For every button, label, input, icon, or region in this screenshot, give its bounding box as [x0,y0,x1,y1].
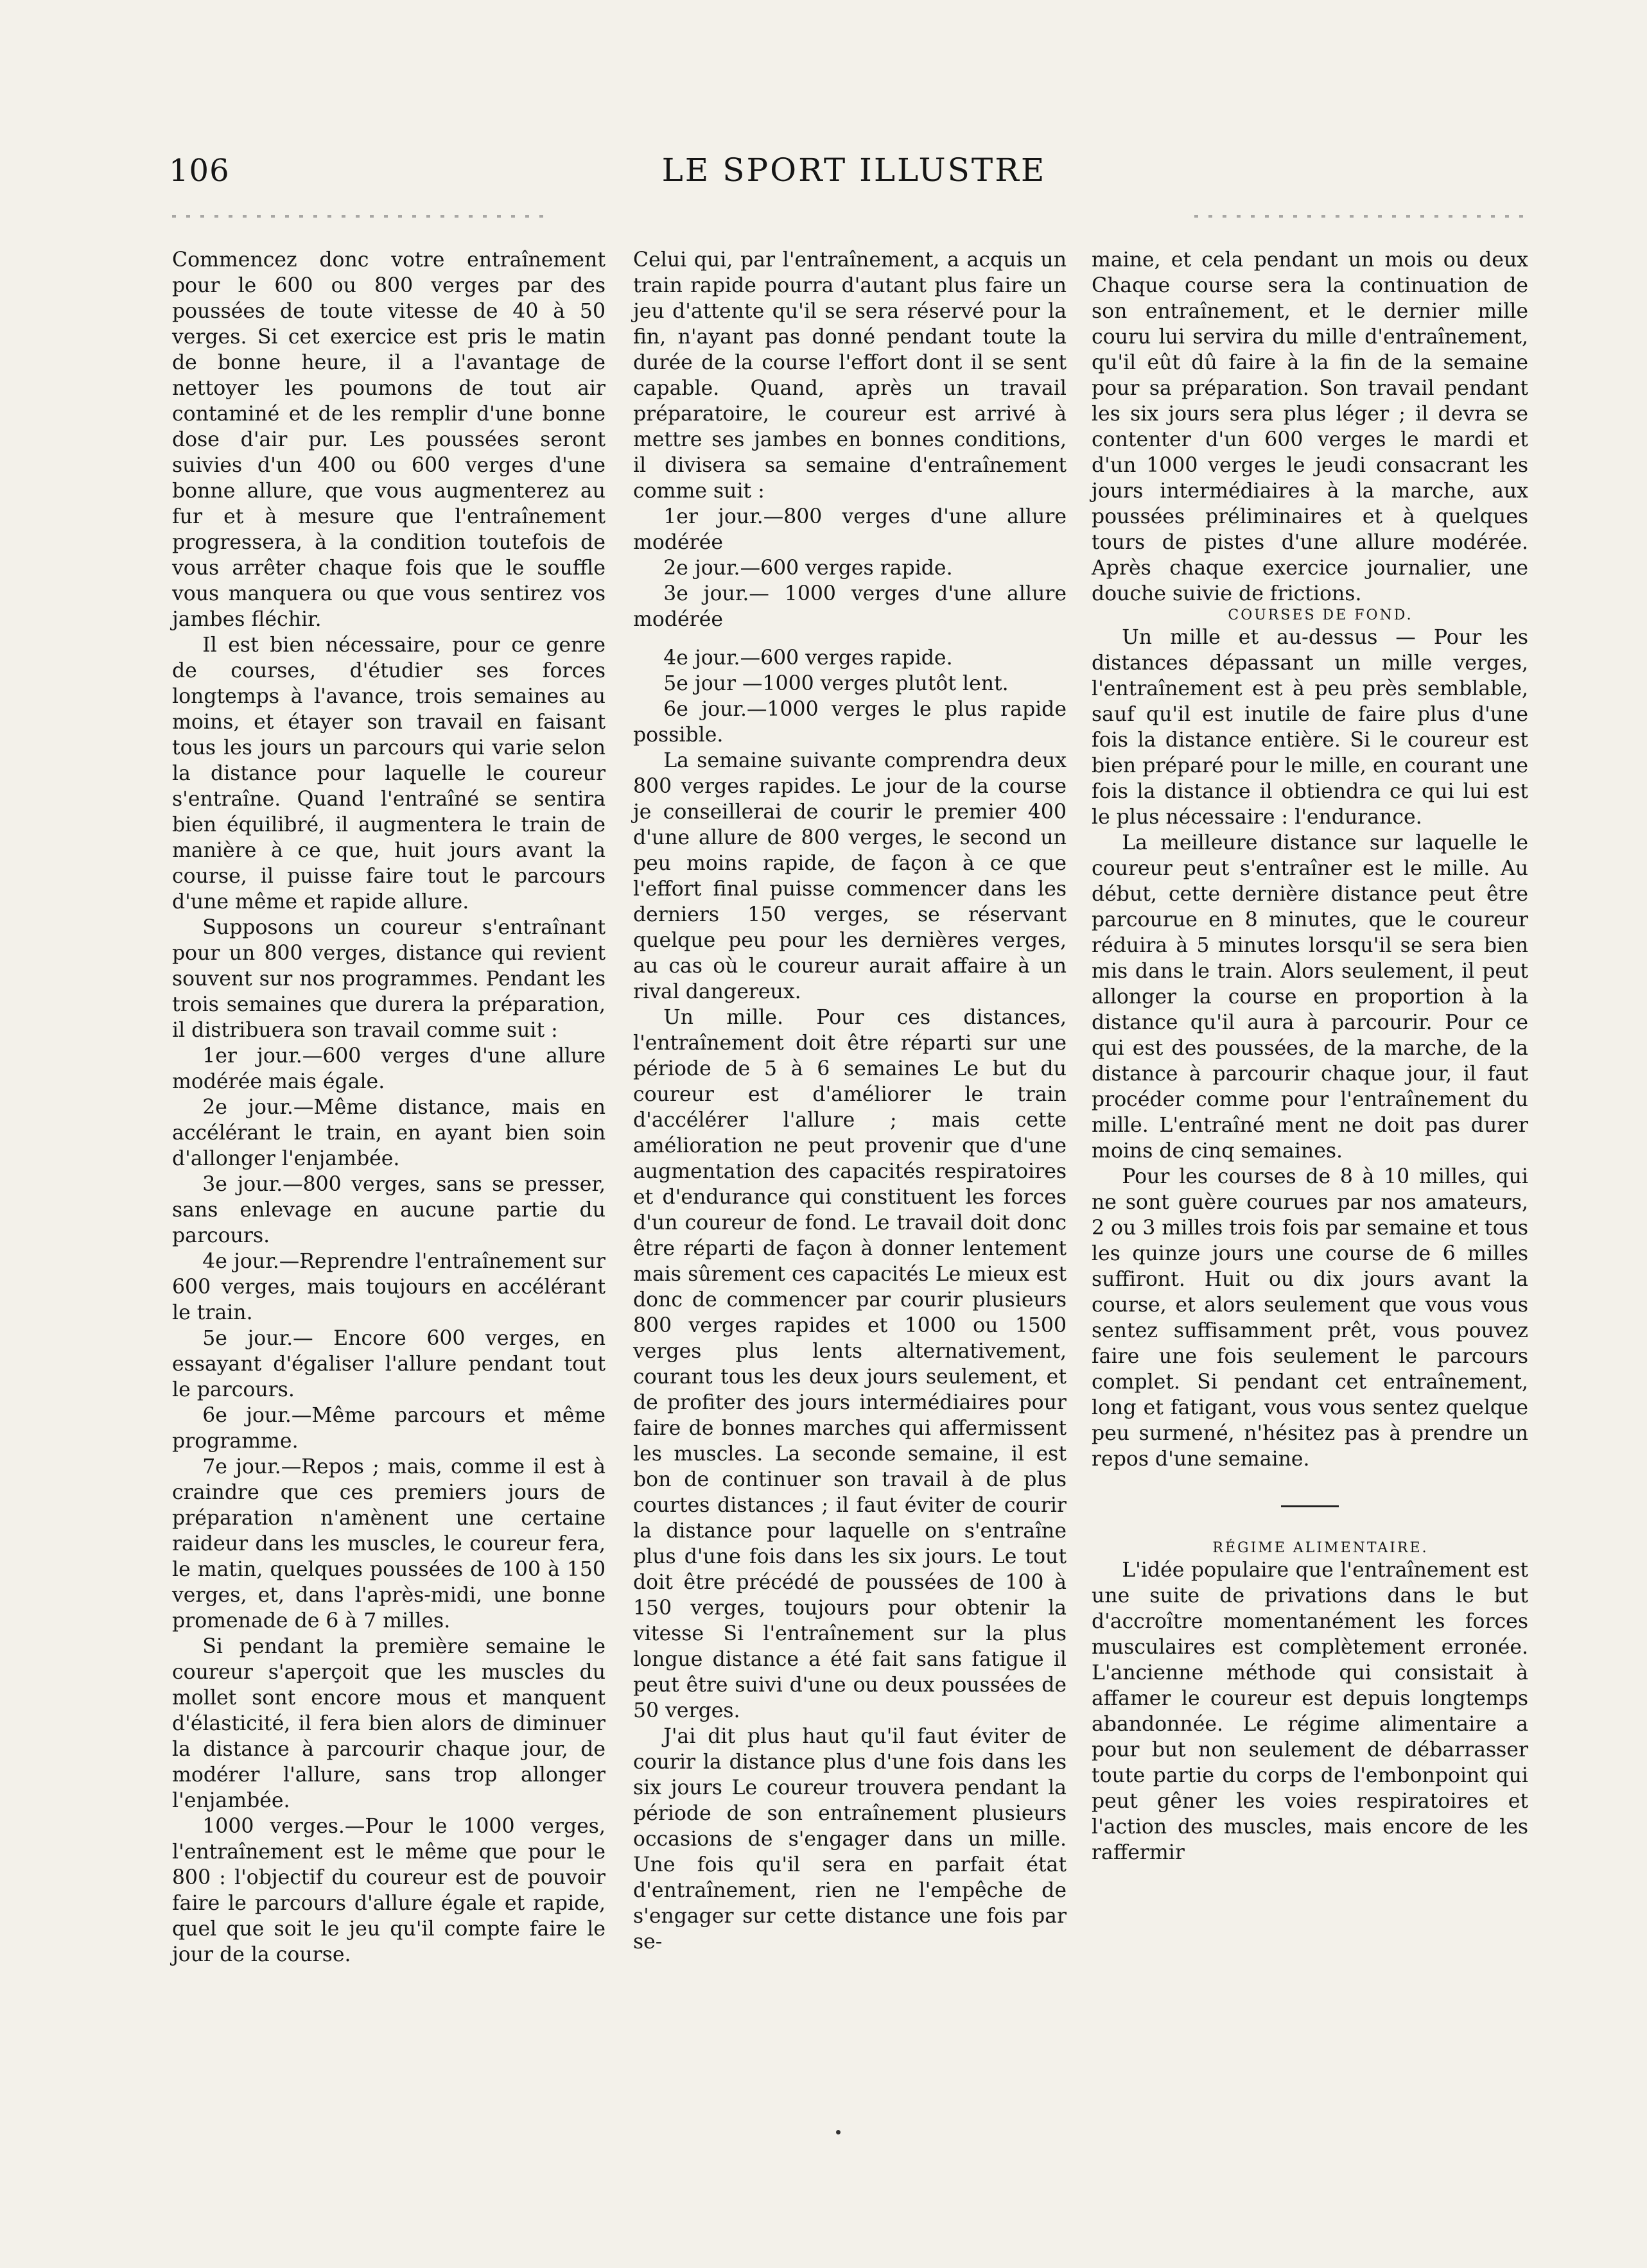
day-entry: 7e jour.—Repos ; mais, comme il est à craindre que ces premiers jours de préparation n'amènent une certaine raideur dans les muscles, le coureur fera, le matin, quelques poussées de 100 à 150 verges, et, dans l'après-midi, une bonne promenade de 6 à 7 milles. [172,1455,606,1632]
day-entry: 3e jour.—800 verges, sans se presser, sans enlevage en aucune partie du parcours. [172,1173,606,1247]
page-number: 106 [169,153,230,189]
day-entry: 3e jour.— 1000 verges d'une allure modérée [633,582,1067,631]
day-entry: 2e jour.—600 verges rapide. [663,557,953,580]
paragraph: Celui qui, par l'entraînement, a acquis un train rapide pourra d'autant plus faire un jeu d'attente qu'il se sera réservé pour la fin, n'ayant pas donné pendant toute la durée de la course l'effort dont il se sent capable. Quand, après un travail préparatoire, le coureur est arrivé à mettre ses jambes en bonnes conditions, il divisera sa semaine d'entraînement comme suit : [633,248,1067,503]
page-mark [836,2130,841,2134]
paragraph: 1000 verges.—Pour le 1000 verges, l'entraînement est le même que pour le 800 : l'objectif du coureur est de pouvoir faire le parcours d'allure égale et rapide, quel que soit le jeu qu'il compte faire le jour de la course. [172,1815,606,1966]
header-rule-right [1194,215,1528,218]
day-entry: 1er jour.—800 verges d'une allure modérée [633,505,1067,554]
paragraph: Commencez donc votre entraînement pour le 600 ou 800 verges par des poussées de toute vitesse de 40 à 50 verges. Si cet exercice est pris le matin de bonne heure, il a l'avantage de nettoyer les poumons de tout air contaminé et de les remplir d'une bonne dose d'air pur. Les poussées seront suivies d'un 400 ou 600 verges d'une bonne allure, que vous augmenterez au fur et à mesure que l'entraînement progressera, à la condition toutefois de vous arrêter chaque fois que le souffle vous manquera ou que vous sentirez vos jambes fléchir. [172,248,606,631]
day-entry: 6e jour.—Même parcours et même programme. [172,1404,606,1453]
day-entry: 4e jour.—Reprendre l'entraînement sur 600 verges, mais toujours en accélérant le train. [172,1250,606,1324]
paragraph: Il est bien nécessaire, pour ce genre de courses, d'étudier ses forces longtemps à l'avance, trois semaines au moins, et étayer son travail en faisant tous les jours un parcours qui varie selon la distance pour laquelle le coureur s'entraîne. Quand l'entraîné se sentira bien équilibré, il augmentera le train de manière à ce que, huit jours avant la course, il puisse faire tout le parcours d'une même et rapide allure. [172,634,606,913]
day-entry: 5e jour —1000 verges plutôt lent. [663,672,1009,695]
paragraph: maine, et cela pendant un mois ou deux Chaque course sera la continuation de son entraînement, et le dernier mille couru lui servira du mille d'entraînement, qu'il eût dû faire à la fin de la semaine pour sa préparation. Son travail pendant les six jours sera plus léger ; il devra se contenter d'un 600 verges le mardi et d'un 1000 verges le jeudi consacrant les jours intermédiaires à la marche, aux poussées préliminaires et à quelques tours de pistes d'une allure modérée. Après chaque exercice journalier, une douche suivie de frictions. [1092,248,1528,605]
paragraph: Un mille et au-dessus — Pour les distances dépassant un mille verges, l'entraînement est à peu près semblable, sauf qu'il est inutile de faire plus d'une fois la distance entière. Si le coureur est bien préparé pour le mille, en courant une fois la distance il obtiendra ce qui lui est le plus nécessaire : l'endurance. [1092,625,1528,829]
paragraph: Supposons un coureur s'entraînant pour un 800 verges, distance qui revient souvent sur nos programmes. Pendant les trois semaines que durera la préparation, il distribuera son travail comme suit : [172,916,606,1042]
column-right [1092,247,1528,1865]
paragraph: Si pendant la première semaine le coureur s'aperçoit que les muscles du mollet sont encore mous et manquent d'élasticité, il fera bien alors de diminuer la distance à parcourir chaque jour, de modérer l'allure, sans trop allonger l'enjambée. [172,1635,606,1812]
paragraph: La semaine suivante comprendra deux 800 verges rapides. Le jour de la course je conseillerai de courir le premier 400 d'une allure de 800 verges, le second un peu moins rapide, de façon à ce que l'effort final puisse commencer dans les derniers 150 verges, se réservant quelque peu pour les dernières verges, au cas où le coureur aurait affaire à un rival dangereux. [633,749,1067,1003]
header-rule-left [172,215,551,218]
paragraph: Pour les courses de 8 à 10 milles, qui ne sont guère courues par nos amateurs, 2 ou 3 milles trois fois par semaine et tous les quinze jours une course de 6 milles suffiront. Huit ou dix jours avant la course, et alors seulement que vous vous sentez suffisamment prêt, vous pouvez faire une fois seulement le parcours complet. Si pendant cet entraînement, long et fatigant, vous vous sentez quelque peu surmené, n'hésitez pas à prendre un repos d'une semaine. [1092,1164,1528,1471]
section-separator [1281,1505,1339,1507]
column-left [172,247,606,1968]
paragraph: La meilleure distance sur laquelle le coureur peut s'entraîner est le mille. Au début, cette dernière distance peut être parcourue en 8 minutes, que le coureur réduira à 5 minutes lorsqu'il se sera bien mis dans le train. Alors seulement, il peut allonger la course en proportion à la distance qu'il aura à parcourir. Pour ce qui est des poussées, de la marche, de la distance à parcourir chaque jour, il faut procéder comme pour l'entraînement du mille. L'entraîné ment ne doit pas durer moins de cinq semaines. [1092,831,1528,1163]
page-title: LE SPORT ILLUSTRE [661,151,1047,189]
day-entry: 2e jour.—Même distance, mais en accélérant le train, en ayant bien soin d'allonger l'enjambée. [172,1096,606,1170]
paragraph: L'idée populaire que l'entraînement est une suite de privations dans le but d'accroître momentanément les forces musculaires est complètement erronée. L'ancienne méthode qui consistait à affamer le coureur est depuis longtemps abandonnée. Le régime alimentaire a pour but non seulement de débarrasser toute partie du corps de l'embonpoint qui peut gêner les voies respiratoires et l'action des muscles, mais encore de les raffermir [1092,1558,1528,1864]
column-middle [633,247,1067,1955]
section-title-regime-alimentaire: RÉGIME ALIMENTAIRE. [1212,1539,1429,1556]
paragraph: Un mille. Pour ces distances, l'entraînement doit être réparti sur une période de 5 à 6 semaines Le but du coureur est d'améliorer le train d'accélérer l'allure ; mais cette amélioration ne peut provenir que d'une augmentation des capacités respiratoires et d'endurance qui constituent les forces d'un coureur de fond. Le travail doit donc être réparti de façon à donner lentement mais sûrement ces capacités Le mieux est donc de commencer par courir plusieurs 800 verges rapides et 1000 ou 1500 verges plus lents alternativement, courant tous les deux jours seulement, et de profiter des jours intermédiaires pour faire de bonnes marches qui affermissent les muscles. La seconde semaine, il est bon de continuer son travail à de plus courtes distances ; il faut éviter de courir la distance pour laquelle on s'entraîne plus d'une fois dans les six jours. Le tout doit être précédé de poussées de 100 à 150 verges, toujours pour obtenir la vitesse Si l'entraînement sur la plus longue distance a été fait sans fatigue il peut être suivi d'une ou deux poussées de 50 verges. [633,1006,1067,1722]
day-entry: 5e jour.— Encore 600 verges, en essayant d'égaliser l'allure pendant tout le parcours. [172,1327,606,1401]
day-entry: 4e jour.—600 verges rapide. [663,646,953,670]
paragraph: J'ai dit plus haut qu'il faut éviter de courir la distance plus d'une fois dans les six jours Le coureur trouvera pendant la période de son entraînement plusieurs occasions de s'engager dans un mille. Une fois qu'il sera en parfait état d'entraînement, rien ne l'empêche de s'engager sur cette distance une fois par se- [633,1725,1067,1953]
day-entry: 6e jour.—1000 verges le plus rapide possible. [633,698,1067,747]
day-entry: 1er jour.—600 verges d'une allure modérée mais égale. [172,1044,606,1093]
section-title-courses-de-fond: COURSES DE FOND. [1228,607,1413,623]
